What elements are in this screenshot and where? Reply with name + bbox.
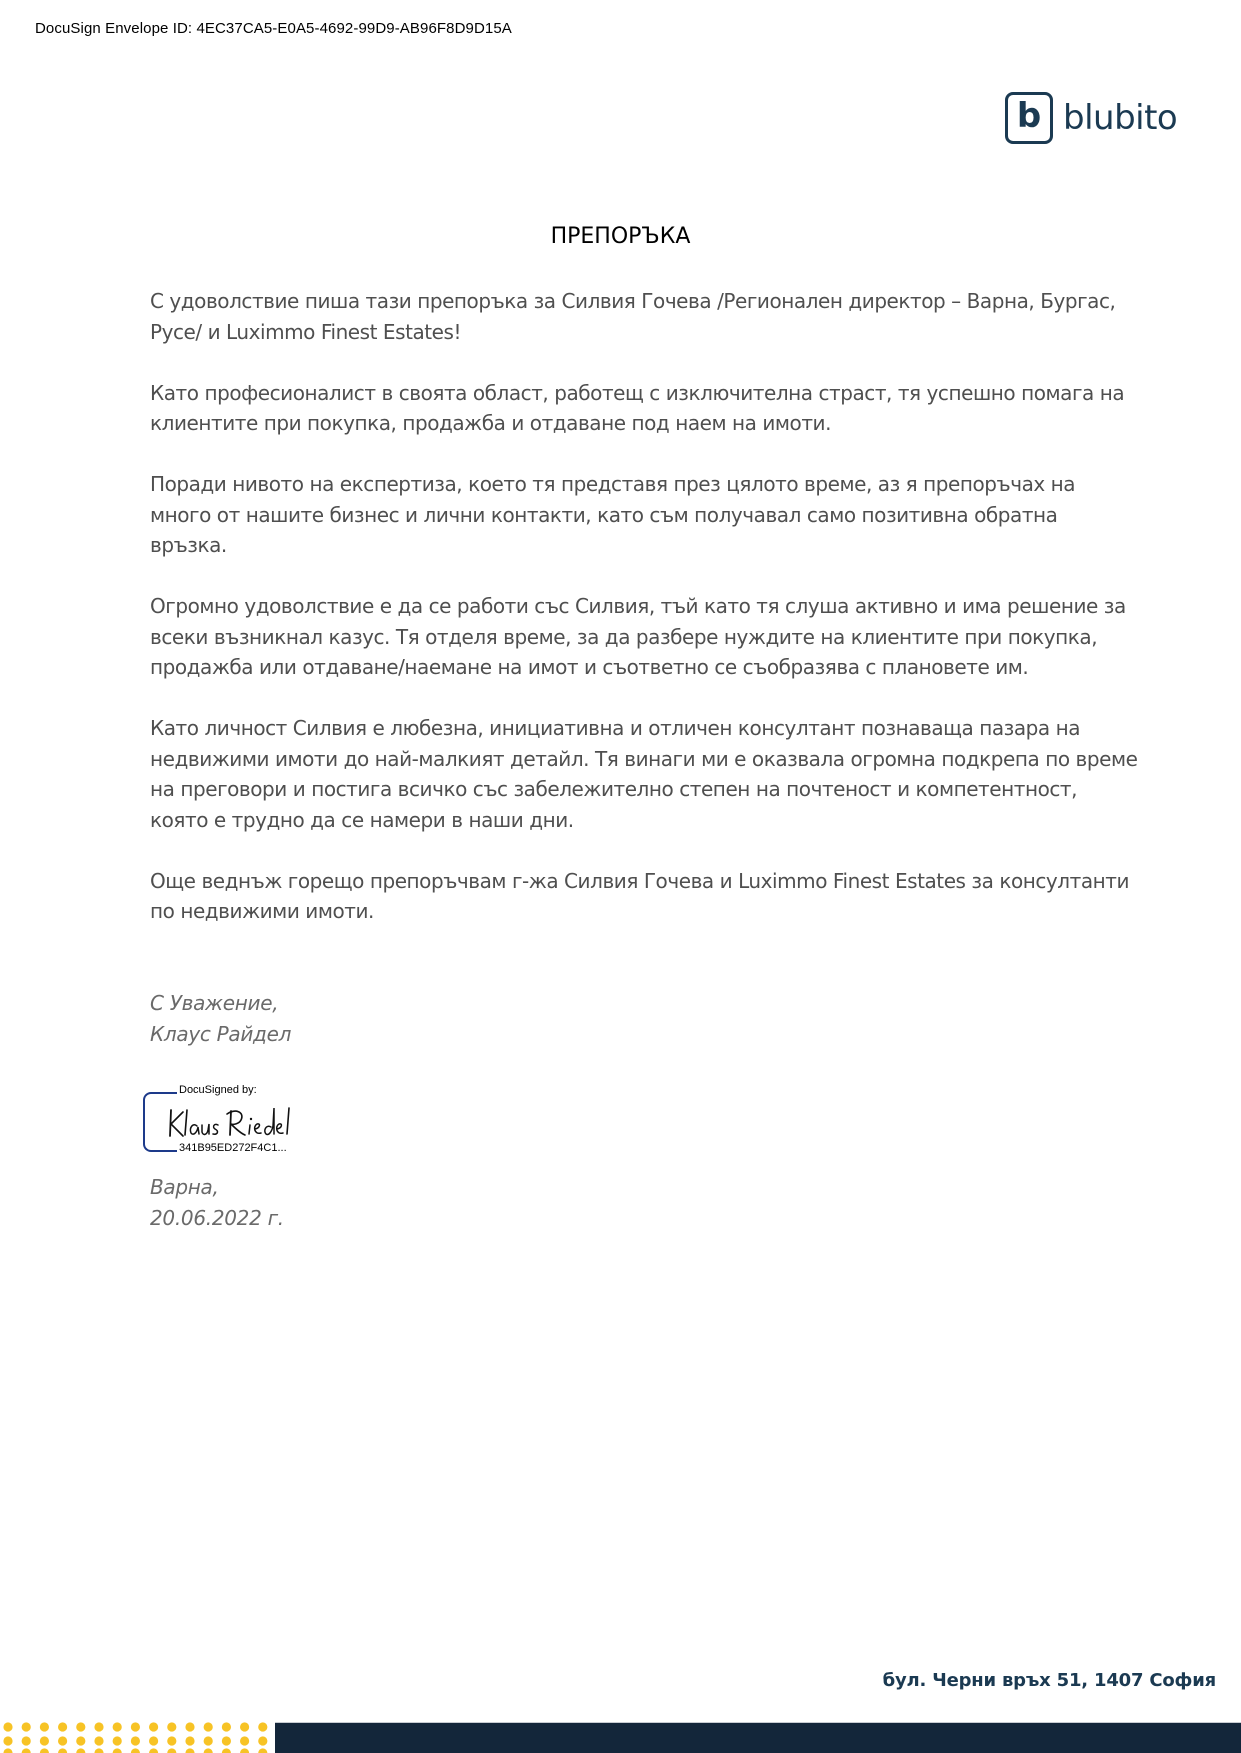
footer-dot — [167, 1748, 176, 1753]
footer-dot — [76, 1748, 85, 1753]
footer-dot — [40, 1748, 49, 1753]
footer-dot — [185, 1736, 194, 1745]
letter-body — [150, 286, 1140, 957]
footer-dot — [3, 1748, 12, 1753]
footer-dot — [3, 1736, 12, 1745]
footer-dot — [240, 1722, 249, 1731]
footer-dot — [167, 1736, 176, 1745]
footer-dot — [131, 1748, 140, 1753]
footer-dot — [76, 1722, 85, 1731]
closing-block — [150, 988, 291, 1049]
footer-dot — [58, 1748, 67, 1753]
handwritten-signature — [163, 1100, 298, 1142]
footer-dot — [240, 1748, 249, 1753]
footer-dot — [222, 1722, 231, 1731]
footer-dot — [149, 1722, 158, 1731]
footer-dot — [149, 1736, 158, 1745]
company-address: бул. Черни връх 51, 1407 София — [882, 1670, 1216, 1691]
footer-dot — [131, 1736, 140, 1745]
footer-dot — [3, 1722, 12, 1731]
footer-dot — [222, 1748, 231, 1753]
footer-dot — [94, 1722, 103, 1731]
date: 20.06.2022 г. — [150, 1205, 284, 1230]
footer-dot — [149, 1748, 158, 1753]
paragraph-1: С удоволствие пиша тази препоръка за Силвия Гочева /Регионален директор – Варна, Бургас, Русе/ и Luximmo Finest Estates! — [150, 289, 1116, 344]
footer-dot-pattern — [0, 1720, 272, 1753]
footer-dot — [131, 1722, 140, 1731]
paragraph-3: Поради нивото на експертиза, което тя представя през цялото време, аз я препоръчах на много от нашите бизнес и лични контакти, като съм получавал само позитивна обратна връзка. — [150, 472, 1076, 557]
footer-dot — [204, 1722, 213, 1731]
blubito-logo — [1005, 92, 1177, 144]
docusign-signature-box — [143, 1084, 303, 1154]
place-date-block — [150, 1172, 284, 1233]
footer-dot — [76, 1736, 85, 1745]
footer-dot — [58, 1736, 67, 1745]
footer-dot — [22, 1748, 31, 1753]
footer-dot — [204, 1748, 213, 1753]
signer-name: Клаус Райдел — [150, 1021, 292, 1046]
footer-dot — [258, 1722, 267, 1731]
footer-dot — [113, 1748, 122, 1753]
footer-dot — [94, 1736, 103, 1745]
footer-dot — [94, 1748, 103, 1753]
closing-regards: С Уважение, — [150, 991, 279, 1015]
footer-dot — [40, 1722, 49, 1731]
footer-dot — [113, 1722, 122, 1731]
docusign-envelope-id: DocuSign Envelope ID: 4EC37CA5-E0A5-4692-99D9-AB96F8D9D15A — [35, 20, 512, 37]
footer-bar — [275, 1723, 1241, 1753]
footer-dot — [185, 1722, 194, 1731]
footer-dot — [258, 1748, 267, 1753]
footer-dot — [58, 1722, 67, 1731]
place: Варна, — [150, 1175, 219, 1199]
document-title: ПРЕПОРЪКА — [550, 224, 691, 249]
paragraph-5: Като личност Силвия е любезна, инициативна и отличен консултант познаваща пазара на недвижими имоти до най-малкият детайл. Тя винаги ми е оказвала огромна подкрепа по време на преговори и постига всичко със забележително степен на почтеност и компетентност, която е трудно да се намери в наши дни. — [150, 716, 1138, 832]
footer-dot — [185, 1748, 194, 1753]
footer-dot — [222, 1736, 231, 1745]
footer-dot — [22, 1736, 31, 1745]
footer-dot — [40, 1736, 49, 1745]
paragraph-2: Като професионалист в своята област, работещ с изключителна страст, тя успешно помага на клиентите при покупка, продажба и отдаване под наем на имоти. — [150, 380, 1125, 435]
docusign-label: DocuSigned by: — [179, 1084, 257, 1096]
logo-wordmark: blubito — [1063, 98, 1178, 138]
footer-dot — [22, 1722, 31, 1731]
dot-grid — [3, 1722, 267, 1753]
footer-dot — [240, 1736, 249, 1745]
footer-dot — [258, 1736, 267, 1745]
logo-mark: b — [1005, 92, 1053, 144]
docusign-signer-code: 341B95ED272F4C1... — [179, 1142, 287, 1154]
footer-dot — [167, 1722, 176, 1731]
footer-dot — [113, 1736, 122, 1745]
footer-dot — [204, 1736, 213, 1745]
paragraph-6: Още веднъж горещо препоръчвам г-жа Силвия Гочева и Luximmo Finest Estates за консултанти по недвижими имоти. — [150, 868, 1130, 923]
paragraph-4: Огромно удоволствие е да се работи със Силвия, тъй като тя слуша активно и има решение за всеки възникнал казус. Тя отделя време, за да разбере нуждите на клиентите при покупка, продажба или отдаване/наемане на имот и съответно се съобразява с плановете им. — [150, 594, 1126, 679]
